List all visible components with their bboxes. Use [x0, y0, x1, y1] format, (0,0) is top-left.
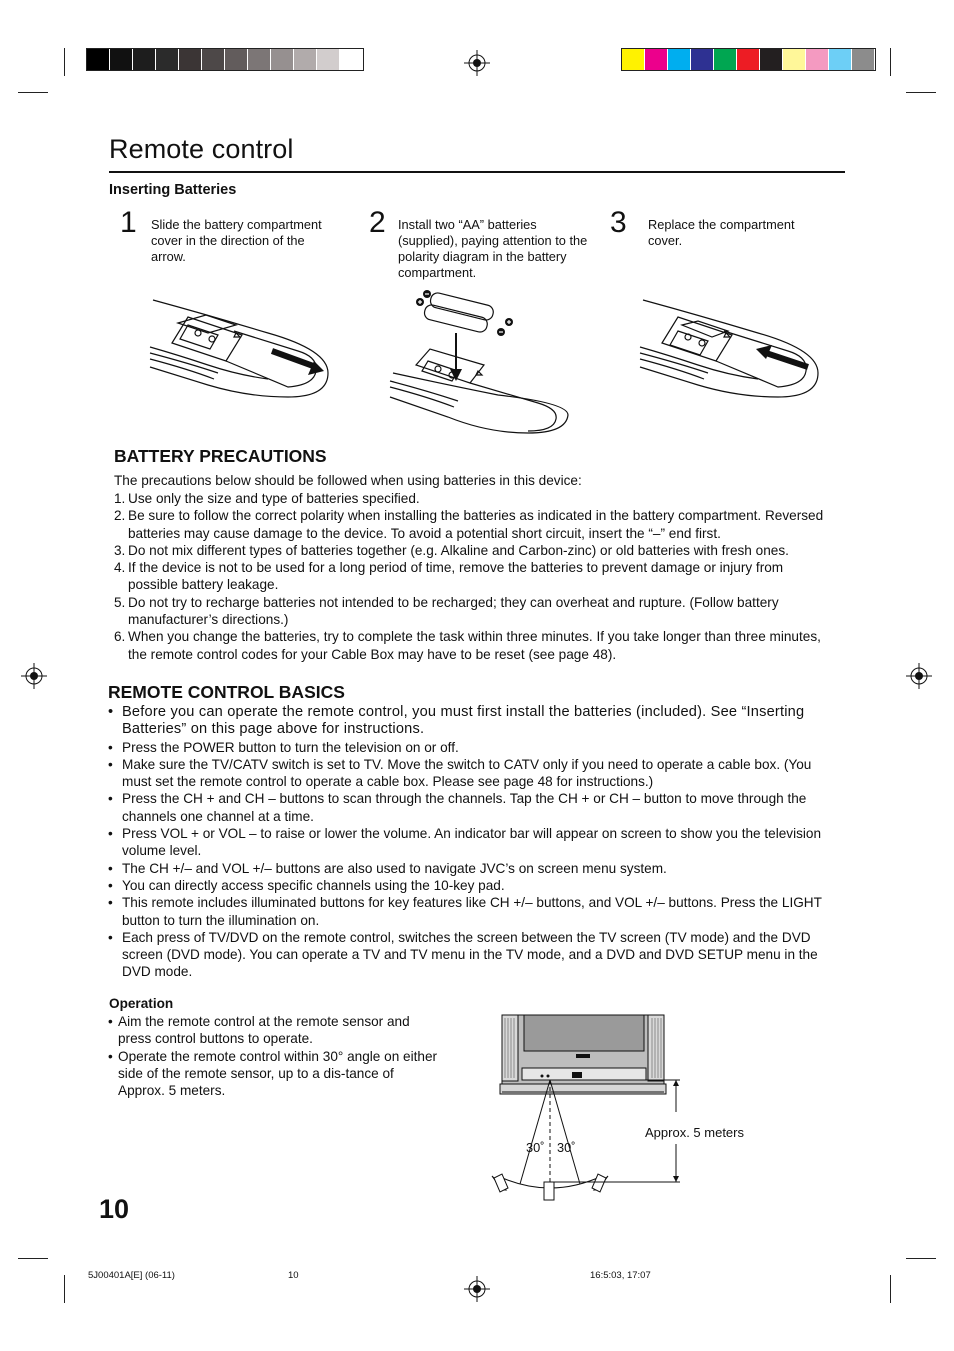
battery-precautions-heading: BATTERY PRECAUTIONS [114, 446, 327, 466]
precaution-number: 3. [114, 542, 126, 558]
remote-replace-cover-illustration [638, 295, 824, 405]
basics-item: • Press the CH + and CH – buttons to scan through the channels. Tap the CH + or CH – button to move through the channels one channel at a time. [108, 790, 824, 825]
operation-item: • Operate the remote control within 30° angle on either side of the remote sensor, up to a dis-tance of Approx. 5 meters. [108, 1048, 438, 1100]
remote-sensor-range-diagram [490, 1014, 690, 1204]
gray-swatch [156, 49, 179, 70]
color-bar [621, 48, 876, 71]
gray-color-bar [86, 48, 364, 71]
basics-item: • This remote includes illuminated buttons for key features like CH +/– buttons, and VOL +/– buttons. Press the LIGHT button to turn the illumination on. [108, 894, 824, 929]
precaution-text: Be sure to follow the correct polarity when installing the batteries as indicated in the battery compartment. Reversed batteries may cause damage to the device. To avoid a potential short circuit, insert the “–” end first. [128, 508, 824, 541]
precaution-item [114, 490, 830, 507]
title-rule [109, 171, 845, 173]
precaution-item [114, 542, 830, 559]
gray-swatch [110, 49, 133, 70]
step-number: 1 [120, 206, 137, 239]
color-swatch [668, 49, 691, 70]
step-text: Install two “AA” batteries (supplied), paying attention to the polarity diagram in the battery compartment. [398, 217, 588, 280]
color-swatch [783, 49, 806, 70]
precaution-text: Do not mix different types of batteries together (e.g. Alkaline and Carbon-zinc) or old batteries with fresh ones. [128, 542, 789, 558]
basics-item: • The CH +/– and VOL +/– buttons are also used to navigate JVC’s on screen menu system. [108, 860, 824, 877]
color-swatch [645, 49, 668, 70]
gray-swatch [294, 49, 317, 70]
page-number: 10 [99, 1194, 130, 1224]
precaution-text: If the device is not to be used for a long period of time, remove the batteries to prevent damage or injury from possible battery leakage. [128, 560, 784, 593]
precaution-number: 4. [114, 560, 126, 576]
angle-left-label: 30˚ [526, 1140, 545, 1155]
color-swatch [806, 49, 829, 70]
basics-item: • You can directly access specific channels using the 10-key pad. [108, 877, 824, 894]
precaution-text: Use only the size and type of batteries specified. [128, 491, 420, 506]
distance-label: Approx. 5 meters [645, 1125, 744, 1140]
color-swatch [622, 49, 645, 70]
step-number: 3 [610, 206, 627, 239]
gray-swatch [248, 49, 271, 70]
color-swatch [852, 49, 875, 70]
page-title: Remote control [109, 134, 294, 164]
footer-page: 10 [288, 1270, 299, 1281]
precaution-number: 6. [114, 629, 126, 645]
remote-slide-cover-illustration [148, 295, 334, 405]
gray-swatch [179, 49, 202, 70]
precaution-item [114, 628, 830, 663]
color-swatch [737, 49, 760, 70]
color-swatch [714, 49, 737, 70]
angle-right-label: 30˚ [557, 1140, 576, 1155]
precaution-number: 2. [114, 508, 126, 524]
precaution-text: When you change the batteries, try to complete the task within three minutes. If you take longer than three minutes, the remote control codes for your Cable Box may have to be reset (see page 48). [128, 629, 821, 662]
precautions-intro: The precautions below should be followed when using batteries in this device: [114, 473, 582, 488]
gray-swatch [225, 49, 248, 70]
basics-item: • Press VOL + or VOL – to raise or lower the volume. An indicator bar will appear on screen to show you the television volume level. [108, 825, 824, 860]
precaution-number: 1. [114, 491, 126, 506]
registration-mark-icon [21, 663, 47, 689]
step-text: Slide the battery compartment cover in the direction of the arrow. [151, 217, 322, 264]
footer-code: 5J00401A[E] (06-11) [88, 1270, 175, 1281]
inserting-batteries-heading: Inserting Batteries [109, 182, 237, 198]
registration-mark-icon [906, 663, 932, 689]
basics-item: • Make sure the TV/CATV switch is set to TV. Move the switch to CATV only if you need to operate a cable box. (You must set the remote control to operate a cable box. Please see page 48 for instructions.) [108, 756, 824, 791]
basics-item: • Each press of TV/DVD on the remote control, switches the screen between the TV screen (TV mode) and the DVD screen (DVD mode). You can operate a TV and TV menu in the TV mode, and a DVD and DVD SETUP menu in the DVD mode. [108, 929, 824, 981]
precaution-item [114, 594, 830, 629]
color-swatch [829, 49, 852, 70]
gray-swatch [271, 49, 294, 70]
remote-install-batteries-illustration [388, 285, 574, 437]
registration-mark-icon [464, 1276, 490, 1302]
gray-swatch [133, 49, 156, 70]
basics-item: • Press the POWER button to turn the television on or off. [108, 739, 824, 756]
operation-heading: Operation [109, 996, 174, 1011]
step-text: Replace the compartment cover. [648, 217, 795, 248]
color-swatch [760, 49, 783, 70]
precaution-text: Do not try to recharge batteries not intended to be recharged; they can overheat and rupture. (Follow battery manufacturer’s directions.) [128, 594, 779, 628]
gray-swatch [202, 49, 225, 70]
footer-timestamp: 16:5:03, 17:07 [590, 1270, 651, 1281]
step-number: 2 [369, 206, 386, 239]
precaution-item [114, 559, 830, 594]
gray-swatch [87, 49, 110, 70]
precaution-number: 5. [114, 594, 126, 610]
remote-control-basics-heading: REMOTE CONTROL BASICS [108, 682, 345, 702]
basics-item: • Before you can operate the remote control, you must first install the batteries (included). See “Inserting Batteries” on this page above for instructions. [108, 704, 824, 739]
gray-swatch [340, 49, 363, 70]
precautions-list [114, 490, 830, 663]
basics-list [108, 704, 824, 981]
precaution-item [114, 507, 830, 542]
color-swatch [691, 49, 714, 70]
operation-list [108, 1013, 438, 1099]
gray-swatch [317, 49, 340, 70]
registration-mark-icon [464, 50, 490, 76]
operation-item: • Aim the remote control at the remote sensor and press control buttons to operate. [108, 1013, 438, 1048]
